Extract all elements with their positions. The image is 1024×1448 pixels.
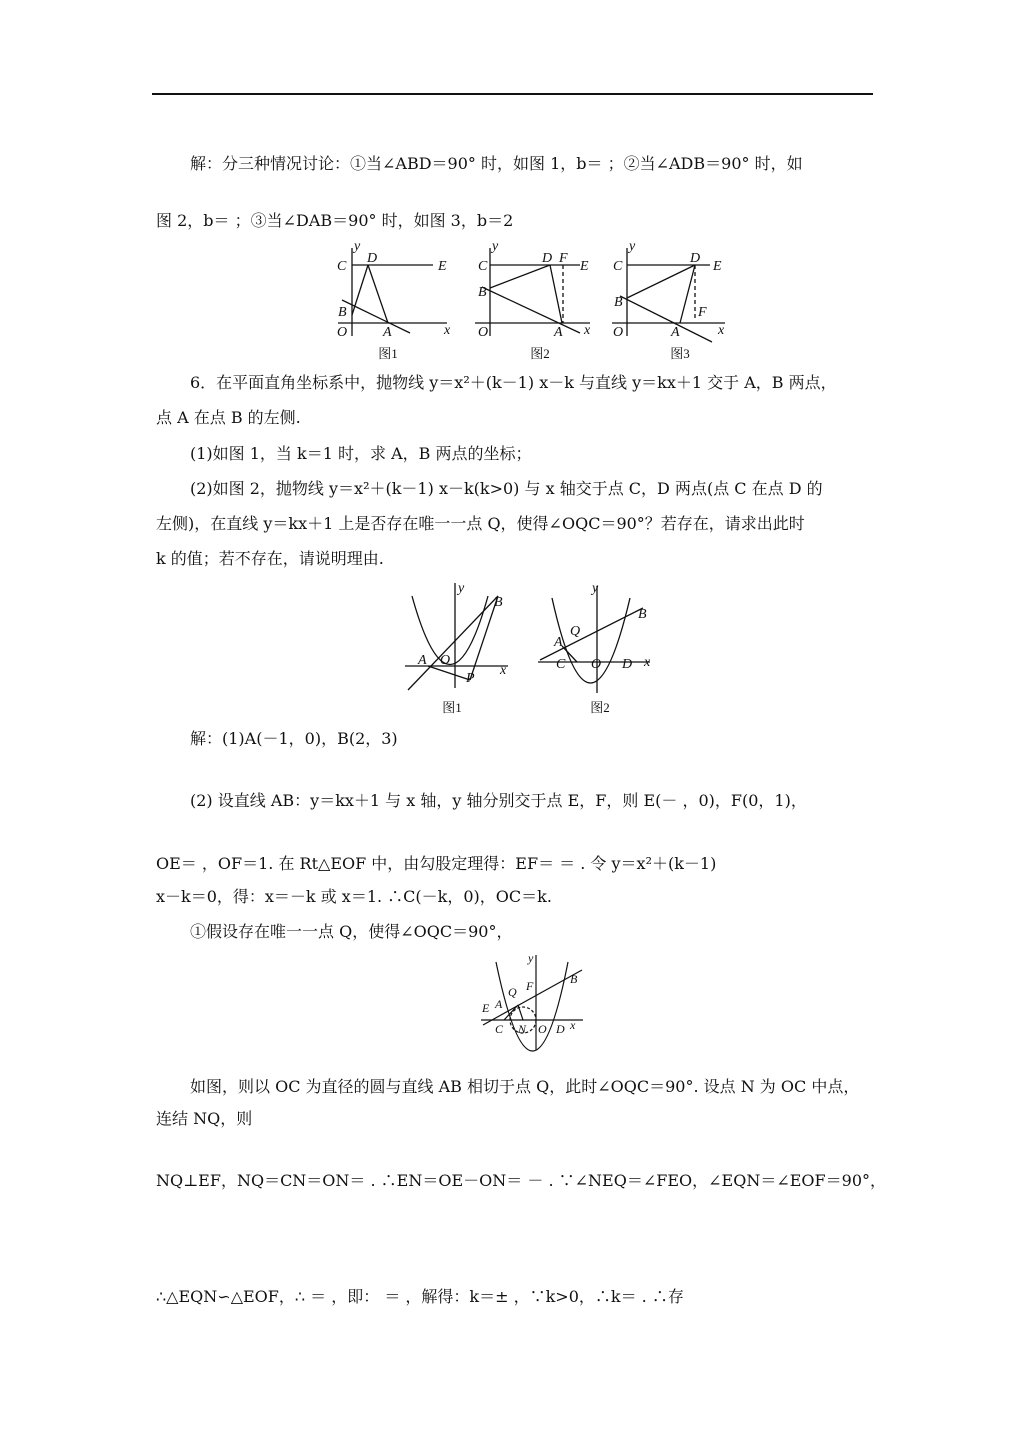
problem-6-line-2: 点 A 在点 B 的左侧.	[156, 408, 301, 427]
g1-label-p: P	[466, 671, 475, 686]
f2-label-x: x	[584, 323, 591, 338]
g2-label-d: D	[622, 657, 633, 672]
f1-label-x: x	[444, 323, 451, 338]
f3-label-c: C	[613, 259, 623, 274]
solution-6-part-2-line-2: OE＝ ，OF＝1. 在 Rt△EOF 中，由勾股定理得：EF＝ ＝ . 令 y＝x²＋(k－1)	[156, 854, 717, 873]
f3-caption: 图3	[670, 346, 690, 361]
g3-label-d: D	[556, 1022, 565, 1036]
solution-6-case-1-line-4: ∴△EQN∽△EOF，∴ ＝ ，即： ＝ ，解得：k＝± ，∵k>0，∴k＝ . ∴存	[156, 1287, 684, 1306]
f1-label-o: O	[337, 325, 348, 340]
problem-6-part-2-line-2: 左侧)，在直线 y＝kx＋1 上是否存在唯一一点 Q，使得∠OQC＝90°？若存在，请求出此时	[156, 514, 805, 533]
f3-label-o: O	[613, 325, 624, 340]
g1-caption: 图1	[442, 700, 462, 715]
f3-label-b: B	[614, 295, 623, 310]
g3-label-x: x	[570, 1018, 576, 1032]
g3-label-n: N	[518, 1022, 527, 1036]
g3-label-a: A	[495, 997, 503, 1011]
header-rule	[152, 93, 873, 95]
g3-label-o: O	[538, 1022, 547, 1036]
g1-label-o: O	[440, 653, 451, 668]
solution-6-case-1-line-3: NQ⊥EF，NQ＝CN＝ON＝ . ∴EN＝OE－ON＝ － . ∵∠NEQ＝∠FEO，∠EQN＝∠EOF＝90°，	[156, 1171, 886, 1190]
g1-label-a: A	[418, 653, 427, 668]
f1-label-d: D	[367, 251, 378, 266]
f2-label-o: O	[478, 325, 489, 340]
solution-6-part-2-line-1: (2) 设直线 AB：y＝kx＋1 与 x 轴，y 轴分别交于点 E，F，则 E(－ ，0)，F(0，1)，	[190, 791, 807, 810]
g2-caption: 图2	[590, 700, 610, 715]
f2-label-f: F	[559, 251, 568, 266]
f1-label-b: B	[338, 305, 347, 320]
f2-caption: 图2	[530, 346, 550, 361]
problem-6-part-1: (1)如图 1，当 k＝1 时，求 A，B 两点的坐标；	[190, 444, 532, 463]
figure-row-2	[400, 578, 660, 718]
problem-6-part-2-line-3: k 的值；若不存在，请说明理由.	[156, 549, 384, 568]
g3-label-c: C	[495, 1022, 504, 1036]
g2-label-y: y	[592, 581, 599, 596]
f2-label-c: C	[478, 259, 488, 274]
f3-label-f: F	[698, 305, 707, 320]
figure-row-1	[330, 238, 730, 363]
f2-label-d: D	[542, 251, 553, 266]
solution-line-1: 解：分三种情况讨论：①当∠ABD＝90° 时，如图 1，b＝ ；②当∠ADB＝90° 时，如	[190, 154, 803, 173]
f1-label-c: C	[337, 259, 347, 274]
g3-label-y: y	[528, 951, 534, 965]
g2-label-q: Q	[570, 624, 581, 639]
figure-tangent	[478, 950, 588, 1060]
g2-label-b: B	[638, 607, 647, 622]
f2-label-a: A	[554, 325, 563, 340]
problem-6-part-2-line-1: (2)如图 2，抛物线 y＝x²＋(k－1) x－k(k>0) 与 x 轴交于点 C，D 两点(点 C 在点 D 的	[190, 479, 823, 498]
g1-label-b: B	[494, 595, 503, 610]
f1-caption: 图1	[378, 346, 398, 361]
f2-label-b: B	[478, 285, 487, 300]
g3-label-q: Q	[508, 985, 517, 999]
g2-label-c: C	[556, 657, 566, 672]
g3-label-e: E	[482, 1001, 490, 1015]
f3-label-d: D	[690, 251, 701, 266]
f1-label-y: y	[354, 239, 361, 254]
f2-label-y: y	[492, 239, 499, 254]
solution-line-2: 图 2，b＝ ；③当∠DAB＝90° 时，如图 3，b＝2	[156, 211, 514, 230]
f2-label-e: E	[580, 259, 589, 274]
g1-label-x: x	[500, 663, 507, 678]
g2-label-o: O	[591, 657, 602, 672]
solution-6-case-1-line-1: 如图，则以 OC 为直径的圆与直线 AB 相切于点 Q，此时∠OQC＝90°. 设点 N 为 OC 中点，	[190, 1077, 860, 1096]
g2-label-x: x	[644, 655, 651, 670]
f3-label-a: A	[671, 325, 680, 340]
f1-label-a: A	[383, 325, 392, 340]
solution-6-case-1: ①假设存在唯一一点 Q，使得∠OQC＝90°，	[190, 922, 513, 941]
g1-label-y: y	[458, 581, 465, 596]
solution-6-case-1-line-2: 连结 NQ，则	[156, 1109, 253, 1128]
g2-label-a: A	[554, 635, 563, 650]
problem-6-line-1: 6．在平面直角坐标系中，抛物线 y＝x²＋(k－1) x－k 与直线 y＝kx＋1 交于 A，B 两点，	[190, 373, 837, 392]
f3-label-y: y	[629, 239, 636, 254]
g3-label-f: F	[526, 979, 534, 993]
solution-6-part-1: 解：(1)A(－1，0)，B(2，3)	[190, 729, 398, 748]
f3-label-x: x	[718, 323, 725, 338]
solution-6-part-2-line-3: x－k＝0，得：x＝－k 或 x＝1. ∴C(－k，0)，OC＝k.	[156, 887, 552, 906]
f1-label-e: E	[438, 259, 447, 274]
f3-label-e: E	[713, 259, 722, 274]
g3-label-b: B	[570, 972, 578, 986]
